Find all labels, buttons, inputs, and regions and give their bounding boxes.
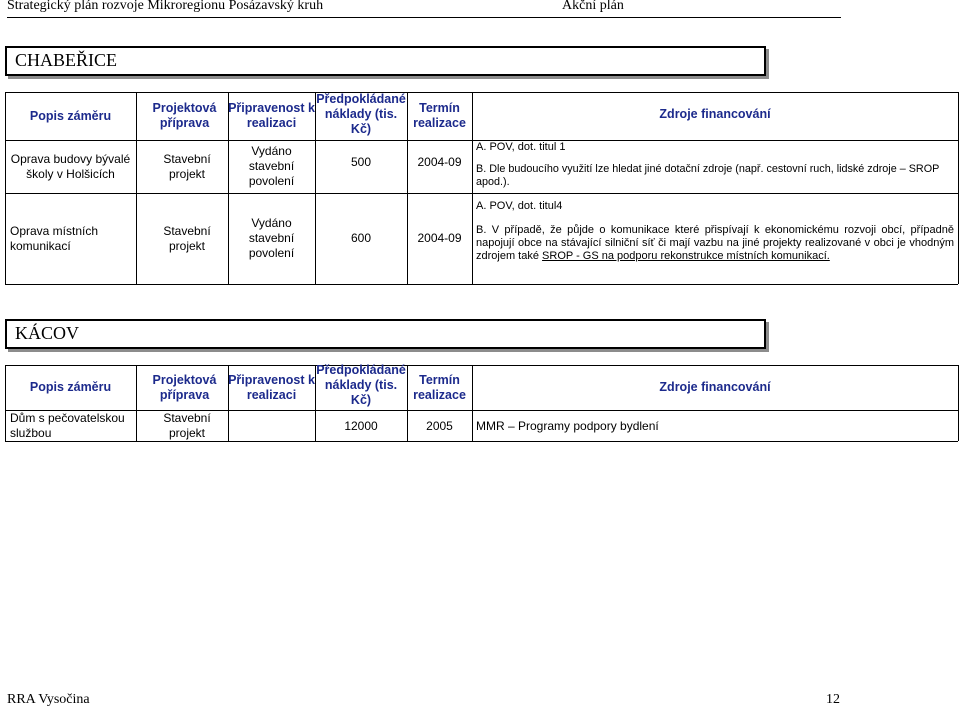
table-cell-prep: Stavební projekt <box>163 151 211 181</box>
funding-source-a: A. POV, dot. titul 1 <box>476 141 566 153</box>
table-cell-cost: 500 <box>350 154 372 169</box>
table-cell-prep: Stavební projekt <box>163 410 211 440</box>
table-cell-term: 2004-09 <box>417 154 462 169</box>
table-cell-cost: 12000 <box>344 418 378 433</box>
page-number: 12 <box>826 692 840 707</box>
column-header: Termín realizace <box>413 372 466 402</box>
funding-source-b <box>476 224 954 263</box>
funding-program-name: SROP - GS na podporu rekonstrukce místních komunikací. <box>542 250 830 262</box>
table-border <box>958 92 959 284</box>
document-header-section: Akční plán <box>562 0 624 13</box>
section-title-box <box>5 319 766 349</box>
column-header: Popis záměru <box>29 380 112 394</box>
section-title: KÁCOV <box>15 323 80 343</box>
table-cell-readiness <box>228 410 315 441</box>
column-header: Předpokládané náklady (tis. Kč) <box>316 91 406 136</box>
table-cell-description: Oprava místních komunikací <box>10 223 99 253</box>
column-header: Připravenost k realizaci <box>228 101 315 130</box>
column-header: Připravenost k realizaci <box>228 372 315 402</box>
table-cell-term: 2005 <box>426 418 453 433</box>
table-cell-readiness: Vydáno stavební povolení <box>248 216 295 260</box>
column-header: Popis záměru <box>29 108 112 123</box>
table-border <box>5 284 958 285</box>
section-title-box <box>5 46 766 76</box>
funding-source-b: B. Dle budoucího využití lze hledat jiné dotační zdroje (např. cestovní ruch, lidské zdroje – SROP apod.). <box>476 163 940 188</box>
table-cell-description: Oprava budovy bývalé školy v Holšicích <box>10 151 131 181</box>
section-title: CHABEŘICE <box>15 50 118 70</box>
column-header: Zdroje financování <box>659 380 771 394</box>
document-header-title: Strategický plán rozvoje Mikroregionu Posázavský kruh <box>7 0 324 13</box>
table-cell-readiness: Vydáno stavební povolení <box>248 144 295 188</box>
column-header: Projektová příprava <box>152 101 217 130</box>
table-cell-prep: Stavební projekt <box>163 223 211 253</box>
funding-text: B. V případě, že půjde o komunikace které přispívají k ekonomickému rozvoji obcí, případně napojují obce na stávající silniční síť či mají vazbu na jiné projekty realizované v obci je vhodným zdrojem také <box>476 224 954 262</box>
table-border <box>5 441 958 442</box>
table-cell-term: 2004-09 <box>417 230 462 245</box>
footer-organization: RRA Vysočina <box>7 692 90 707</box>
column-header: Termín realizace <box>413 101 466 130</box>
funding-source-a: A. POV, dot. titul4 <box>476 200 563 212</box>
column-header: Předpokládané náklady (tis. Kč) <box>316 363 406 407</box>
header-divider <box>7 17 841 18</box>
table-cell-cost: 600 <box>350 230 372 245</box>
table-cell-funding: MMR – Programy podpory bydlení <box>476 418 659 433</box>
column-header: Zdroje financování <box>659 106 771 121</box>
column-header: Projektová příprava <box>152 372 217 402</box>
table-cell-description: Dům s pečovatelskou službou <box>10 410 125 440</box>
table-border <box>958 365 959 441</box>
